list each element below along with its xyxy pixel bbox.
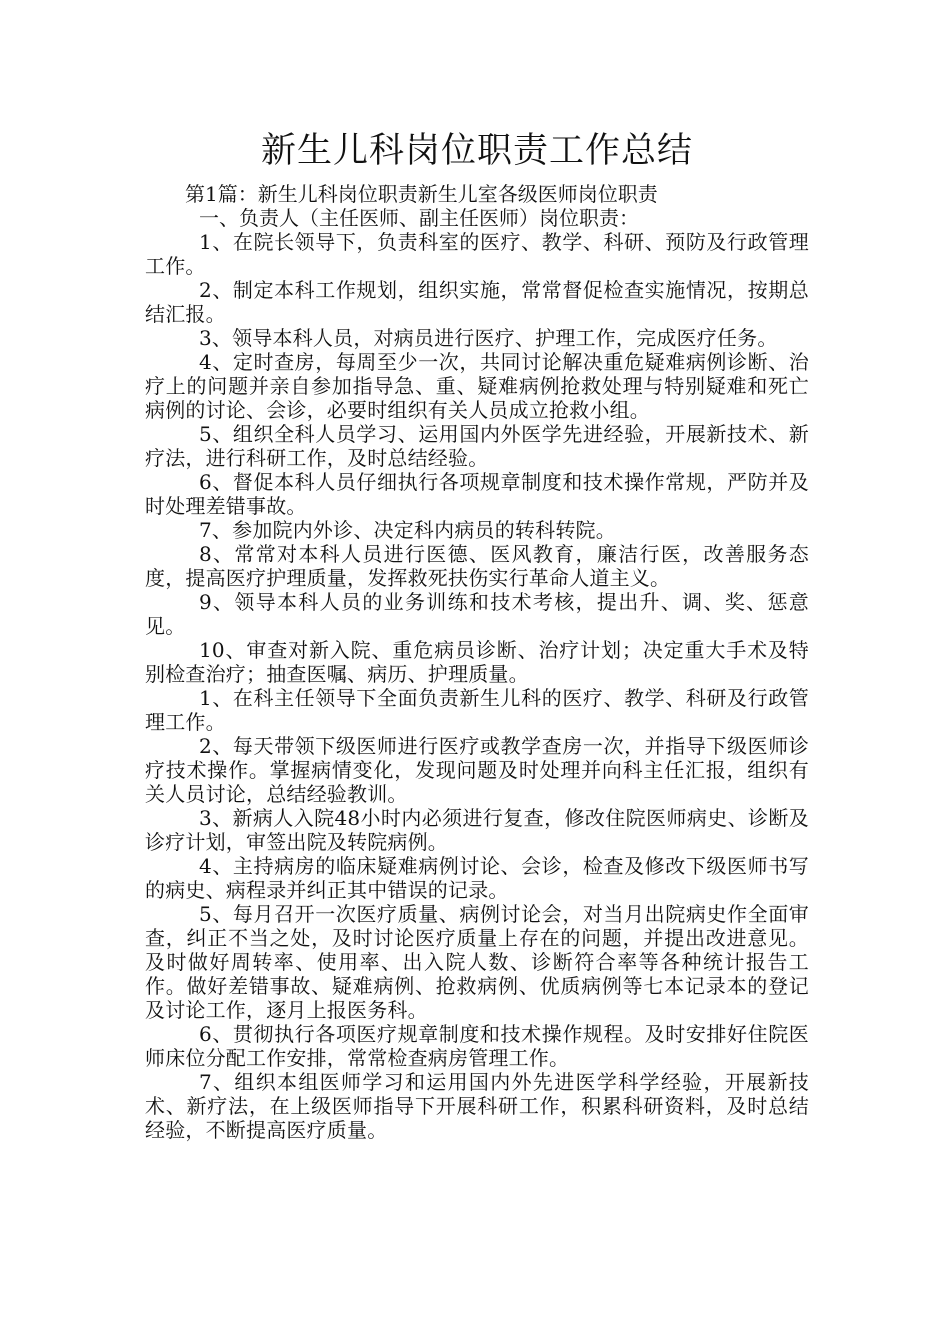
- paragraph: 2、制定本科工作规划，组织实施，常常督促检查实施情况，按期总结汇报。: [145, 278, 809, 326]
- paragraph: 3、领导本科人员，对病员进行医疗、护理工作，完成医疗任务。: [199, 326, 778, 350]
- paragraph: 9、领导本科人员的业务训练和技术考核，提出升、调、奖、惩意见。: [145, 590, 809, 638]
- section-heading: 第1篇：新生儿科岗位职责新生儿室各级医师岗位职责: [185, 182, 658, 206]
- paragraph: 7、参加院内外诊、决定科内病员的转科转院。: [199, 518, 616, 542]
- paragraph: 7、组织本组医师学习和运用国内外先进医学科学经验，开展新技术、新疗法，在上级医师指导下开展科研工作，积累科研资料，及时总结经验，不断提高医疗质量。: [145, 1070, 809, 1142]
- paragraph: 8、常常对本科人员进行医德、医风教育，廉洁行医，改善服务态度，提高医疗护理质量，发挥救死扶伤实行革命人道主义。: [145, 542, 809, 590]
- document-title: 新生儿科岗位职责工作总结: [260, 131, 693, 171]
- paragraph: 1、在院长领导下，负责科室的医疗、教学、科研、预防及行政管理工作。: [145, 230, 809, 278]
- paragraph: 4、定时查房，每周至少一次，共同讨论解决重危疑难病例诊断、治疗上的问题并亲自参加指导急、重、疑难病例抢救处理与特别疑难和死亡病例的讨论、会诊，必要时组织有关人员成立抢救小组。: [145, 350, 809, 422]
- paragraph: 3、新病人入院48小时内必须进行复查，修改住院医师病史、诊断及诊疗计划，审签出院及转院病例。: [145, 806, 809, 854]
- paragraph: 4、主持病房的临床疑难病例讨论、会诊，检查及修改下级医师书写的病史、病程录并纠正其中错误的记录。: [145, 854, 809, 902]
- paragraph: 5、每月召开一次医疗质量、病例讨论会，对当月出院病史作全面审查，纠正不当之处，及时讨论医疗质量上存在的问题，并提出改进意见。及时做好周转率、使用率、出入院人数、诊断符合率等各种统计报告工作。做好差错事故、疑难病例、抢救病例、优质病例等七本记录本的登记及讨论工作，逐月上报医务科。: [145, 902, 809, 1022]
- paragraph: 1、在科主任领导下全面负责新生儿科的医疗、教学、科研及行政管理工作。: [145, 686, 809, 734]
- sub-heading: 一、负责人（主任医师、副主任医师）岗位职责：: [199, 206, 639, 230]
- document-body: [145, 128, 809, 1142]
- paragraph: 6、督促本科人员仔细执行各项规章制度和技术操作常规，严防并及时处理差错事故。: [145, 470, 809, 518]
- paragraph: 2、每天带领下级医师进行医疗或教学查房一次，并指导下级医师诊疗技术操作。掌握病情变化，发现问题及时处理并向科主任汇报，组织有关人员讨论，总结经验教训。: [145, 734, 809, 806]
- paragraph: 5、组织全科人员学习、运用国内外医学先进经验，开展新技术、新疗法，进行科研工作，及时总结经验。: [145, 422, 809, 470]
- paragraph: 10、审查对新入院、重危病员诊断、治疗计划；决定重大手术及特别检查治疗；抽查医嘱、病历、护理质量。: [145, 638, 809, 686]
- paragraph: 6、贯彻执行各项医疗规章制度和技术操作规程。及时安排好住院医师床位分配工作安排，常常检查病房管理工作。: [145, 1022, 809, 1070]
